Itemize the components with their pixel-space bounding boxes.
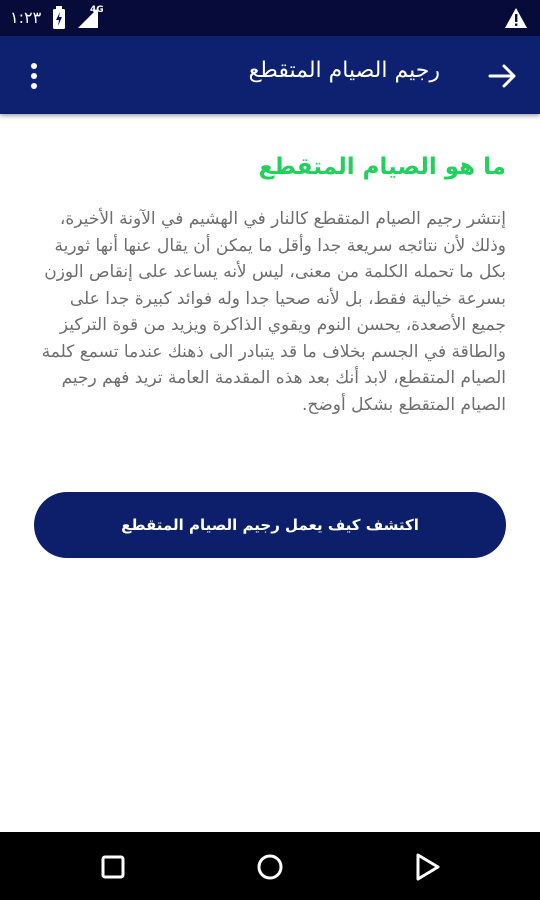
battery-charging-icon bbox=[52, 6, 66, 30]
article-content bbox=[0, 114, 540, 832]
status-bar bbox=[0, 0, 540, 36]
article-body: إنتشر رجيم الصيام المتقطع كالنار في الهشيم في الآونة الأخيرة، وذلك لأن نتائجه سريعة جدا وأقل ما يمكن أن يقال عنها أنها ثورية بكل ما تحمله الكلمة من معنى، ليس لأنه يساعد على إنقاص الوزن بسرعة خيالية فقط، بل لأنه صحيا جدا وله فوائد كبيرة جدا على جميع الأصعدة، يحسن النوم ويقوي الذاكرة ويزيد من قوة التركيز والطاقة في الجسم بخلاف ما قد يتبادر الى ذهنك عندما تسمع كلمة الصيام المتقطع، لابد أنك بعد هذه المقدمة العامة تريد فهم رجيم الصيام المتقطع بشكل أوضح. bbox=[41, 209, 506, 415]
arrow-right-icon[interactable] bbox=[486, 60, 518, 92]
app-title: رجيم الصيام المتقطع bbox=[248, 58, 440, 83]
discover-how-button-label: اكتشف كيف يعمل رجيم الصيام المتقطع bbox=[121, 516, 419, 534]
network-type-label: 4G bbox=[90, 5, 104, 15]
warning-icon bbox=[504, 7, 528, 29]
discover-how-button[interactable] bbox=[34, 492, 506, 558]
triangle-icon[interactable] bbox=[410, 850, 444, 884]
status-time: ١:٢٣ bbox=[10, 8, 42, 27]
square-icon[interactable] bbox=[96, 850, 130, 884]
more-vert-icon[interactable] bbox=[20, 58, 48, 94]
circle-icon[interactable] bbox=[253, 850, 287, 884]
system-nav-bar bbox=[0, 832, 540, 900]
app-bar bbox=[0, 36, 540, 114]
article-heading: ما هو الصيام المتقطع bbox=[258, 154, 506, 180]
